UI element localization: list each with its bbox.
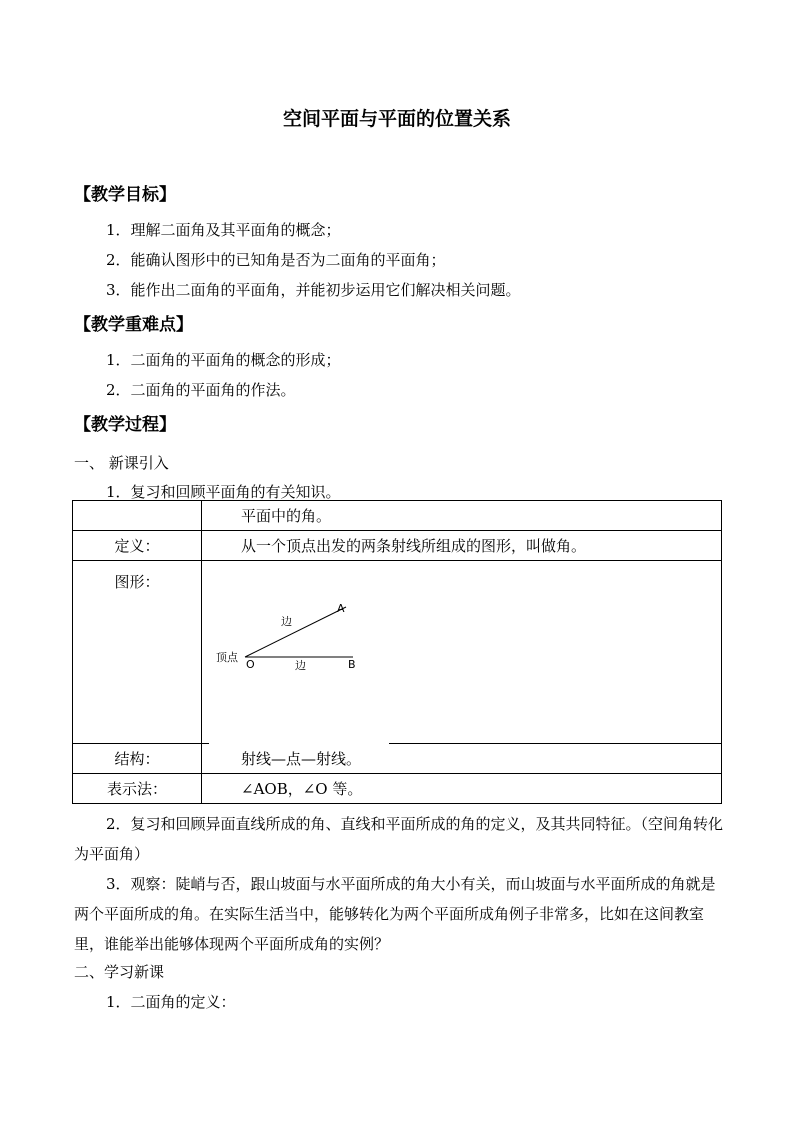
point-a-label: A [337,602,345,615]
table-cell-label [73,501,202,531]
table-cell-value: 射线—点—射线。 [202,744,722,774]
observation-paragraph: 3．观察：陡峭与否，跟山坡面与水平面所成的角大小有关，而山坡面与水平面所成的角就是两个平面所成的角。在实际生活当中，能够转化为两个平面所成角例子非常多，比如在这间教室里，谁能举出能够体现两个平面所成角的实例？ [74,875,716,953]
table-row [73,774,722,804]
key-points-heading: 【教学重难点】 [74,315,193,335]
table-cell-value: 从一个顶点出发的两条射线所组成的图形，叫做角。 [202,531,722,561]
table-row [73,531,722,561]
table-cell-label: 定义： [73,531,202,561]
table-cell-label: 图形： [73,561,202,744]
goal-item: 3．能作出二面角的平面角，并能初步运用它们解决相关问题。 [106,281,521,299]
page-title: 空间平面与平面的位置关系 [282,108,511,130]
table-cell-label: 结构： [73,744,202,774]
point-o-label: O [246,658,255,671]
point-b-label: B [348,658,356,671]
key-point-item: 2．二面角的平面角的作法。 [106,381,296,399]
goal-item: 1．理解二面角及其平面角的概念； [106,221,341,239]
process-heading: 【教学过程】 [74,415,176,435]
table-cell-value: 平面中的角。 [202,501,722,531]
goals-heading: 【教学目标】 [74,185,176,205]
table-row [73,561,722,744]
table-cell-label: 表示法： [73,774,202,804]
review-item: 1．复习和回顾平面角的有关知识。 [106,483,341,501]
vertex-label: 顶点 [216,651,238,664]
angle-figure-cell [202,561,722,744]
table-cell-value: ∠AOB，∠O 等。 [202,774,722,804]
table-row [73,501,722,531]
edge-label: 边 [281,615,292,628]
key-point-item: 1．二面角的平面角的概念的形成； [106,351,341,369]
border-gap [209,742,389,745]
definition-heading: 1．二面角的定义： [106,993,236,1011]
table-row [73,744,722,774]
part-one-heading: 一、 新课引入 [74,454,169,472]
edge-label: 边 [295,659,306,672]
angle-diagram [212,597,412,697]
review-item: 2．复习和回顾异面直线所成的角、直线和平面所成的角的定义，及其共同特征。（空间角转化为平面角） [74,815,724,863]
part-two-heading: 二、学习新课 [74,963,165,981]
ray-oa [245,607,346,657]
angle-review-table [72,500,722,804]
goal-item: 2．能确认图形中的已知角是否为二面角的平面角； [106,251,446,269]
